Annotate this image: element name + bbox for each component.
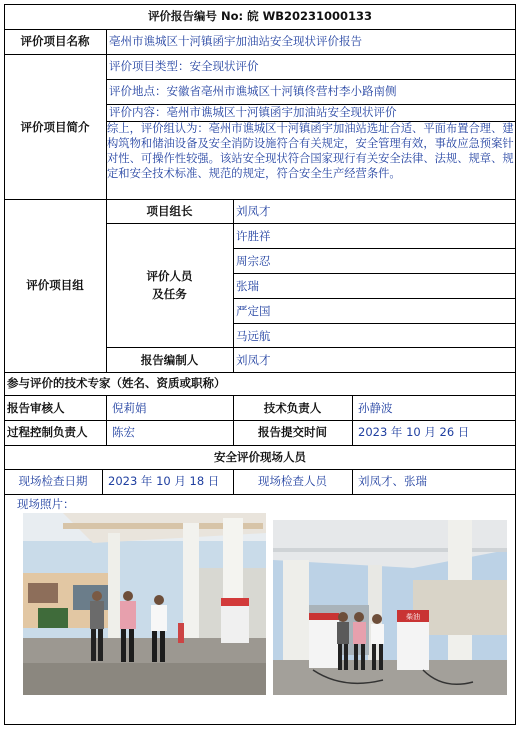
pump-sign-text: 柴油 — [406, 613, 420, 621]
inspection-date-label: 现场检查日期 — [18, 474, 88, 488]
member-name: 许胜祥 — [236, 229, 271, 243]
site-photo-left — [23, 513, 266, 695]
inspection-date: 2023 年 10 月 18 日 — [108, 474, 220, 488]
leader-name: 刘凤才 — [236, 204, 271, 218]
site-personnel-heading: 安全评价现场人员 — [214, 450, 306, 464]
members-label-task: 及任务 — [152, 287, 187, 301]
tech-lead-label: 技术负责人 — [263, 401, 322, 415]
inspectors: 刘凤才、张瑞 — [358, 474, 427, 488]
experts-label: 参与评价的技术专家（姓名、资质或职称） — [7, 376, 226, 390]
team-label: 评价项目组 — [26, 278, 84, 292]
tech-lead-name: 孙静波 — [358, 401, 393, 415]
site-photo-right — [273, 520, 507, 695]
submit-label: 报告提交时间 — [258, 425, 327, 439]
process-label: 过程控制负责人 — [7, 425, 88, 439]
member-name: 严定国 — [236, 304, 271, 318]
project-name-label: 评价项目名称 — [20, 34, 90, 48]
member-name: 张瑞 — [236, 279, 259, 293]
project-content: 评价内容：亳州市谯城区十河镇函宇加油站安全现状评价 — [109, 105, 397, 119]
auditor-name: 倪莉娟 — [112, 401, 147, 415]
auditor-label: 报告审核人 — [7, 401, 65, 415]
project-location: 评价地点：安徽省亳州市谯城区十河镇佟营村李小路南侧 — [109, 84, 397, 98]
inspectors-label: 现场检查人员 — [258, 474, 327, 488]
photos-label: 现场照片： — [17, 497, 75, 511]
editor-label: 报告编制人 — [140, 353, 199, 367]
member-name: 马远航 — [236, 329, 271, 343]
project-name: 亳州市谯城区十河镇函宇加油站安全现状评价报告 — [109, 34, 362, 48]
report-number: 评价报告编号 No: 皖 WB20231000133 — [147, 9, 373, 23]
submit-date: 2023 年 10 月 26 日 — [358, 425, 470, 439]
members-label: 评价人员 — [146, 269, 193, 283]
process-name: 陈宏 — [112, 425, 135, 439]
project-summary-label: 评价项目简介 — [20, 120, 90, 134]
leader-label: 项目组长 — [146, 204, 193, 218]
project-type: 评价项目类型：安全现状评价 — [109, 59, 259, 73]
editor-name: 刘凤才 — [236, 353, 271, 367]
member-name: 周宗忍 — [236, 254, 271, 268]
evaluation-conclusion: 综上，评价组认为：亳州市谯城区十河镇函宇加油站选址合适、平面布置合理、建构筑物和储油设备及安全消防设施符合有关规定，安全管理有效，事故应急预案针对性、可操作性较强。该站安全现状符合国家现行有关安全法律、法规、规章、规定和安全技术标准、规范的规定，符合安全生产经营条件。 — [107, 122, 514, 180]
